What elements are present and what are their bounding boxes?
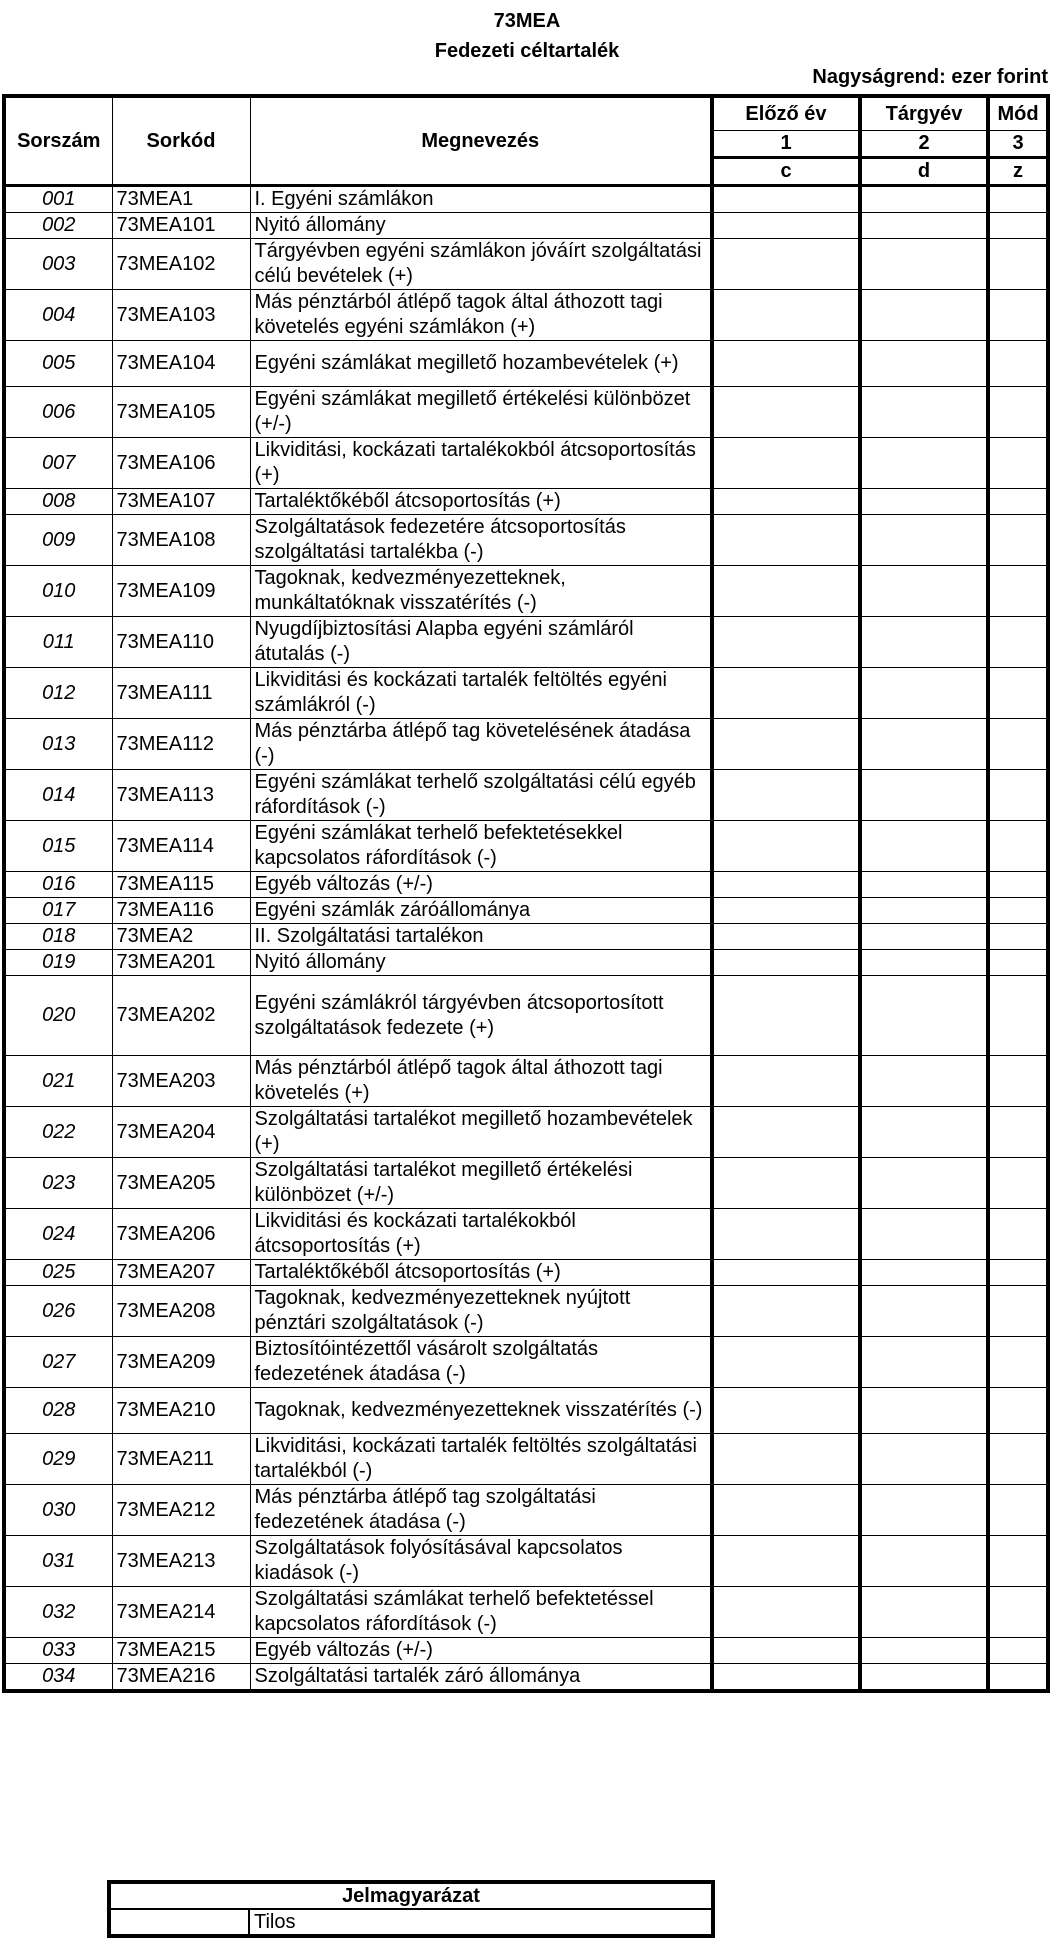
cell-targyev[interactable] <box>860 515 988 566</box>
header-col3-num: 3 <box>988 131 1048 158</box>
cell-elozo-ev[interactable] <box>712 821 860 872</box>
cell-mod[interactable] <box>988 515 1048 566</box>
table-row <box>4 1587 1048 1638</box>
table-row <box>4 1209 1048 1260</box>
cell-mod[interactable] <box>988 1434 1048 1485</box>
row-megnevezes: Egyéni számlákat terhelő befektetésekkel kapcsolatos ráfordítások (-) <box>250 821 712 872</box>
row-sorkod: 73MEA109 <box>112 566 250 617</box>
cell-elozo-ev[interactable] <box>712 489 860 515</box>
row-sorkod: 73MEA112 <box>112 719 250 770</box>
table-row <box>4 1056 1048 1107</box>
cell-elozo-ev[interactable] <box>712 387 860 438</box>
cell-targyev[interactable] <box>860 387 988 438</box>
cell-mod[interactable] <box>988 341 1048 387</box>
cell-targyev[interactable] <box>860 770 988 821</box>
row-sorszam: 028 <box>4 1388 112 1434</box>
cell-targyev[interactable] <box>860 1056 988 1107</box>
cell-targyev[interactable] <box>860 898 988 924</box>
row-sorkod: 73MEA108 <box>112 515 250 566</box>
row-sorkod: 73MEA106 <box>112 438 250 489</box>
row-sorszam: 026 <box>4 1286 112 1337</box>
header-col1-code: c <box>712 158 860 186</box>
cell-elozo-ev[interactable] <box>712 872 860 898</box>
cell-mod[interactable] <box>988 898 1048 924</box>
row-megnevezes: Szolgáltatási tartalék záró állománya <box>250 1664 712 1692</box>
cell-mod[interactable] <box>988 976 1048 1056</box>
cell-elozo-ev[interactable] <box>712 1158 860 1209</box>
cell-mod[interactable] <box>988 1664 1048 1692</box>
cell-mod[interactable] <box>988 821 1048 872</box>
report-code: 73MEA <box>493 10 561 32</box>
cell-targyev[interactable] <box>860 341 988 387</box>
row-sorszam: 034 <box>4 1664 112 1692</box>
row-megnevezes: Tartaléktőkéből átcsoportosítás (+) <box>250 1260 712 1286</box>
table-row <box>4 976 1048 1056</box>
cell-mod[interactable] <box>988 1485 1048 1536</box>
row-sorkod: 73MEA216 <box>112 1664 250 1692</box>
header-col2-num: 2 <box>860 131 988 158</box>
unit-note: Nagyságrend: ezer forint <box>812 66 1048 88</box>
row-sorszam: 021 <box>4 1056 112 1107</box>
row-sorszam: 014 <box>4 770 112 821</box>
cell-elozo-ev[interactable] <box>712 1664 860 1692</box>
legend <box>107 1880 715 1938</box>
row-sorszam: 030 <box>4 1485 112 1536</box>
cell-targyev[interactable] <box>860 1260 988 1286</box>
cell-targyev[interactable] <box>860 1388 988 1434</box>
row-sorszam: 004 <box>4 290 112 341</box>
row-sorkod: 73MEA107 <box>112 489 250 515</box>
cell-elozo-ev[interactable] <box>712 668 860 719</box>
row-sorkod: 73MEA104 <box>112 341 250 387</box>
row-sorszam: 033 <box>4 1638 112 1664</box>
cell-targyev[interactable] <box>860 1286 988 1337</box>
cell-elozo-ev[interactable] <box>712 239 860 290</box>
cell-mod[interactable] <box>988 438 1048 489</box>
cell-mod[interactable] <box>988 617 1048 668</box>
cell-mod[interactable] <box>988 872 1048 898</box>
row-megnevezes: Nyitó állomány <box>250 950 712 976</box>
row-sorszam: 018 <box>4 924 112 950</box>
header-col2-label: Tárgyév <box>860 96 988 131</box>
row-sorszam: 011 <box>4 617 112 668</box>
row-sorkod: 73MEA1 <box>112 186 250 213</box>
cell-mod[interactable] <box>988 1286 1048 1337</box>
cell-targyev[interactable] <box>860 872 988 898</box>
row-sorszam: 027 <box>4 1337 112 1388</box>
table-row <box>4 617 1048 668</box>
row-sorkod: 73MEA110 <box>112 617 250 668</box>
row-megnevezes: Nyugdíjbiztosítási Alapba egyéni számláról átutalás (-) <box>250 617 712 668</box>
row-megnevezes: Szolgáltatások fedezetére átcsoportosítás szolgáltatási tartalékba (-) <box>250 515 712 566</box>
row-megnevezes: Más pénztárba átlépő tag követelésének átadása (-) <box>250 719 712 770</box>
row-megnevezes: Likviditási, kockázati tartalék feltöltés szolgáltatási tartalékból (-) <box>250 1434 712 1485</box>
row-megnevezes: Szolgáltatási tartalékot megillető értékelési különbözet (+/-) <box>250 1158 712 1209</box>
cell-elozo-ev[interactable] <box>712 1434 860 1485</box>
row-megnevezes: Egyéni számlákat megillető hozambevételek (+) <box>250 341 712 387</box>
cell-mod[interactable] <box>988 950 1048 976</box>
row-megnevezes: Tagoknak, kedvezményezetteknek, munkáltatóknak visszatérítés (-) <box>250 566 712 617</box>
cell-targyev[interactable] <box>860 1158 988 1209</box>
row-sorkod: 73MEA105 <box>112 387 250 438</box>
row-megnevezes: Más pénztárból átlépő tagok által áthozott tagi követelés egyéni számlákon (+) <box>250 290 712 341</box>
cell-mod[interactable] <box>988 1536 1048 1587</box>
cell-targyev[interactable] <box>860 1638 988 1664</box>
cell-targyev[interactable] <box>860 290 988 341</box>
table-row <box>4 1260 1048 1286</box>
cell-elozo-ev[interactable] <box>712 617 860 668</box>
row-sorkod: 73MEA208 <box>112 1286 250 1337</box>
cell-elozo-ev[interactable] <box>712 290 860 341</box>
row-sorkod: 73MEA102 <box>112 239 250 290</box>
cell-mod[interactable] <box>988 1638 1048 1664</box>
cell-mod[interactable] <box>988 290 1048 341</box>
row-sorkod: 73MEA214 <box>112 1587 250 1638</box>
row-megnevezes: Likviditási és kockázati tartalékokból átcsoportosítás (+) <box>250 1209 712 1260</box>
header-col2-code: d <box>860 158 988 186</box>
legend-item-label: Tilos <box>249 1909 713 1936</box>
cell-elozo-ev[interactable] <box>712 719 860 770</box>
cell-targyev[interactable] <box>860 489 988 515</box>
cell-mod[interactable] <box>988 1209 1048 1260</box>
row-sorszam: 017 <box>4 898 112 924</box>
row-megnevezes: Nyitó állomány <box>250 213 712 239</box>
table-body <box>4 186 1048 1692</box>
cell-targyev[interactable] <box>860 1587 988 1638</box>
table-row <box>4 186 1048 213</box>
cell-mod[interactable] <box>988 1260 1048 1286</box>
row-megnevezes: Tartaléktőkéből átcsoportosítás (+) <box>250 489 712 515</box>
cell-elozo-ev[interactable] <box>712 1536 860 1587</box>
row-sorszam: 023 <box>4 1158 112 1209</box>
cell-targyev[interactable] <box>860 1337 988 1388</box>
table-row <box>4 1638 1048 1664</box>
legend-title: Jelmagyarázat <box>109 1882 713 1909</box>
row-sorszam: 020 <box>4 976 112 1056</box>
row-sorkod: 73MEA116 <box>112 898 250 924</box>
cell-targyev[interactable] <box>860 566 988 617</box>
table-row <box>4 821 1048 872</box>
cell-targyev[interactable] <box>860 668 988 719</box>
cell-elozo-ev[interactable] <box>712 898 860 924</box>
table-row <box>4 898 1048 924</box>
cell-elozo-ev[interactable] <box>712 515 860 566</box>
row-sorkod: 73MEA209 <box>112 1337 250 1388</box>
cell-mod[interactable] <box>988 186 1048 213</box>
row-sorszam: 003 <box>4 239 112 290</box>
cell-targyev[interactable] <box>860 213 988 239</box>
cell-elozo-ev[interactable] <box>712 1388 860 1434</box>
row-sorkod: 73MEA205 <box>112 1158 250 1209</box>
row-sorszam: 009 <box>4 515 112 566</box>
row-sorszam: 032 <box>4 1587 112 1638</box>
cell-elozo-ev[interactable] <box>712 1209 860 1260</box>
row-megnevezes: Egyéb változás (+/-) <box>250 1638 712 1664</box>
table-row <box>4 1286 1048 1337</box>
row-megnevezes: Tagoknak, kedvezményezetteknek nyújtott pénztári szolgáltatások (-) <box>250 1286 712 1337</box>
cell-targyev[interactable] <box>860 950 988 976</box>
cell-mod[interactable] <box>988 924 1048 950</box>
cell-targyev[interactable] <box>860 1209 988 1260</box>
cell-mod[interactable] <box>988 1587 1048 1638</box>
cell-mod[interactable] <box>988 770 1048 821</box>
table-row <box>4 1485 1048 1536</box>
header-megnevezes: Megnevezés <box>250 96 712 186</box>
cell-mod[interactable] <box>988 489 1048 515</box>
table-row <box>4 770 1048 821</box>
cell-targyev[interactable] <box>860 924 988 950</box>
row-sorszam: 031 <box>4 1536 112 1587</box>
row-megnevezes: Biztosítóintézettől vásárolt szolgáltatás fedezetének átadása (-) <box>250 1337 712 1388</box>
report-title: Fedezeti céltartalék <box>434 40 620 62</box>
row-sorkod: 73MEA115 <box>112 872 250 898</box>
table-row <box>4 1434 1048 1485</box>
row-sorszam: 013 <box>4 719 112 770</box>
table-row <box>4 719 1048 770</box>
row-megnevezes: Más pénztárba átlépő tag szolgáltatási fedezetének átadása (-) <box>250 1485 712 1536</box>
header-col3-code: z <box>988 158 1048 186</box>
row-sorszam: 001 <box>4 186 112 213</box>
cell-targyev[interactable] <box>860 438 988 489</box>
row-megnevezes: Egyéb változás (+/-) <box>250 872 712 898</box>
table-row <box>4 1388 1048 1434</box>
row-megnevezes: Egyéni számlákat terhelő szolgáltatási célú egyéb ráfordítások (-) <box>250 770 712 821</box>
cell-elozo-ev[interactable] <box>712 213 860 239</box>
cell-elozo-ev[interactable] <box>712 1485 860 1536</box>
row-sorkod: 73MEA206 <box>112 1209 250 1260</box>
table-row <box>4 489 1048 515</box>
cell-elozo-ev[interactable] <box>712 1286 860 1337</box>
row-sorszam: 015 <box>4 821 112 872</box>
row-sorkod: 73MEA203 <box>112 1056 250 1107</box>
cell-mod[interactable] <box>988 387 1048 438</box>
row-megnevezes: Egyéni számlák záróállománya <box>250 898 712 924</box>
row-sorszam: 002 <box>4 213 112 239</box>
cell-elozo-ev[interactable] <box>712 1260 860 1286</box>
cell-elozo-ev[interactable] <box>712 924 860 950</box>
cell-mod[interactable] <box>988 668 1048 719</box>
cell-elozo-ev[interactable] <box>712 1638 860 1664</box>
row-sorszam: 005 <box>4 341 112 387</box>
cell-mod[interactable] <box>988 1388 1048 1434</box>
row-sorkod: 73MEA114 <box>112 821 250 872</box>
cell-mod[interactable] <box>988 566 1048 617</box>
row-sorszam: 019 <box>4 950 112 976</box>
cell-elozo-ev[interactable] <box>712 1107 860 1158</box>
row-megnevezes: Tagoknak, kedvezményezetteknek visszatérítés (-) <box>250 1388 712 1434</box>
table-row <box>4 1158 1048 1209</box>
cell-elozo-ev[interactable] <box>712 770 860 821</box>
row-megnevezes: Szolgáltatások folyósításával kapcsolatos kiadások (-) <box>250 1536 712 1587</box>
data-table <box>2 94 1050 1693</box>
cell-elozo-ev[interactable] <box>712 566 860 617</box>
header-col1-label: Előző év <box>712 96 860 131</box>
row-megnevezes: Más pénztárból átlépő tagok által áthozott tagi követelés (+) <box>250 1056 712 1107</box>
cell-elozo-ev[interactable] <box>712 976 860 1056</box>
table-row <box>4 387 1048 438</box>
cell-targyev[interactable] <box>860 1485 988 1536</box>
cell-elozo-ev[interactable] <box>712 1587 860 1638</box>
row-sorszam: 012 <box>4 668 112 719</box>
row-sorszam: 025 <box>4 1260 112 1286</box>
row-sorkod: 73MEA204 <box>112 1107 250 1158</box>
row-megnevezes: II. Szolgáltatási tartalékon <box>250 924 712 950</box>
cell-mod[interactable] <box>988 239 1048 290</box>
legend-swatch <box>109 1909 249 1936</box>
row-sorkod: 73MEA207 <box>112 1260 250 1286</box>
cell-targyev[interactable] <box>860 1434 988 1485</box>
cell-elozo-ev[interactable] <box>712 950 860 976</box>
row-sorkod: 73MEA215 <box>112 1638 250 1664</box>
table-row <box>4 239 1048 290</box>
cell-mod[interactable] <box>988 1107 1048 1158</box>
row-sorkod: 73MEA113 <box>112 770 250 821</box>
cell-elozo-ev[interactable] <box>712 186 860 213</box>
row-sorkod: 73MEA212 <box>112 1485 250 1536</box>
row-sorszam: 029 <box>4 1434 112 1485</box>
cell-targyev[interactable] <box>860 719 988 770</box>
header-sorkod: Sorkód <box>112 96 250 186</box>
cell-targyev[interactable] <box>860 239 988 290</box>
row-sorkod: 73MEA111 <box>112 668 250 719</box>
cell-targyev[interactable] <box>860 617 988 668</box>
row-sorkod: 73MEA202 <box>112 976 250 1056</box>
row-megnevezes: Egyéni számlákról tárgyévben átcsoportosított szolgáltatások fedezete (+) <box>250 976 712 1056</box>
table-row <box>4 924 1048 950</box>
cell-elozo-ev[interactable] <box>712 1337 860 1388</box>
row-sorszam: 022 <box>4 1107 112 1158</box>
row-megnevezes: Likviditási és kockázati tartalék feltöltés egyéni számlákról (-) <box>250 668 712 719</box>
cell-mod[interactable] <box>988 1158 1048 1209</box>
cell-targyev[interactable] <box>860 976 988 1056</box>
cell-targyev[interactable] <box>860 186 988 213</box>
header-col3-label: Mód <box>988 96 1048 131</box>
table-row <box>4 1107 1048 1158</box>
cell-elozo-ev[interactable] <box>712 438 860 489</box>
cell-targyev[interactable] <box>860 1107 988 1158</box>
row-sorkod: 73MEA101 <box>112 213 250 239</box>
row-sorszam: 008 <box>4 489 112 515</box>
row-sorkod: 73MEA201 <box>112 950 250 976</box>
row-sorszam: 006 <box>4 387 112 438</box>
row-megnevezes: Tárgyévben egyéni számlákon jóváírt szolgáltatási célú bevételek (+) <box>250 239 712 290</box>
row-megnevezes: Likviditási, kockázati tartalékokból átcsoportosítás (+) <box>250 438 712 489</box>
row-sorkod: 73MEA103 <box>112 290 250 341</box>
row-sorkod: 73MEA213 <box>112 1536 250 1587</box>
row-sorszam: 007 <box>4 438 112 489</box>
table-row <box>4 872 1048 898</box>
row-sorszam: 016 <box>4 872 112 898</box>
cell-elozo-ev[interactable] <box>712 341 860 387</box>
row-sorszam: 024 <box>4 1209 112 1260</box>
row-megnevezes: Egyéni számlákat megillető értékelési különbözet (+/-) <box>250 387 712 438</box>
cell-targyev[interactable] <box>860 1664 988 1692</box>
cell-mod[interactable] <box>988 213 1048 239</box>
cell-mod[interactable] <box>988 1337 1048 1388</box>
row-sorkod: 73MEA210 <box>112 1388 250 1434</box>
table-row <box>4 950 1048 976</box>
table-row <box>4 1337 1048 1388</box>
table-row <box>4 515 1048 566</box>
table-row <box>4 1664 1048 1692</box>
cell-elozo-ev[interactable] <box>712 1056 860 1107</box>
table-row <box>4 341 1048 387</box>
row-sorkod: 73MEA2 <box>112 924 250 950</box>
cell-targyev[interactable] <box>860 821 988 872</box>
header-col1-num: 1 <box>712 131 860 158</box>
row-sorkod: 73MEA211 <box>112 1434 250 1485</box>
row-megnevezes: Szolgáltatási tartalékot megillető hozambevételek (+) <box>250 1107 712 1158</box>
row-megnevezes: I. Egyéni számlákon <box>250 186 712 213</box>
cell-mod[interactable] <box>988 1056 1048 1107</box>
cell-mod[interactable] <box>988 719 1048 770</box>
table-row <box>4 668 1048 719</box>
table-row <box>4 566 1048 617</box>
row-sorszam: 010 <box>4 566 112 617</box>
header-sorszam: Sorszám <box>4 96 112 186</box>
row-megnevezes: Szolgáltatási számlákat terhelő befektetéssel kapcsolatos ráfordítások (-) <box>250 1587 712 1638</box>
table-row <box>4 213 1048 239</box>
table-row <box>4 1536 1048 1587</box>
cell-targyev[interactable] <box>860 1536 988 1587</box>
table-row <box>4 438 1048 489</box>
table-row <box>4 290 1048 341</box>
